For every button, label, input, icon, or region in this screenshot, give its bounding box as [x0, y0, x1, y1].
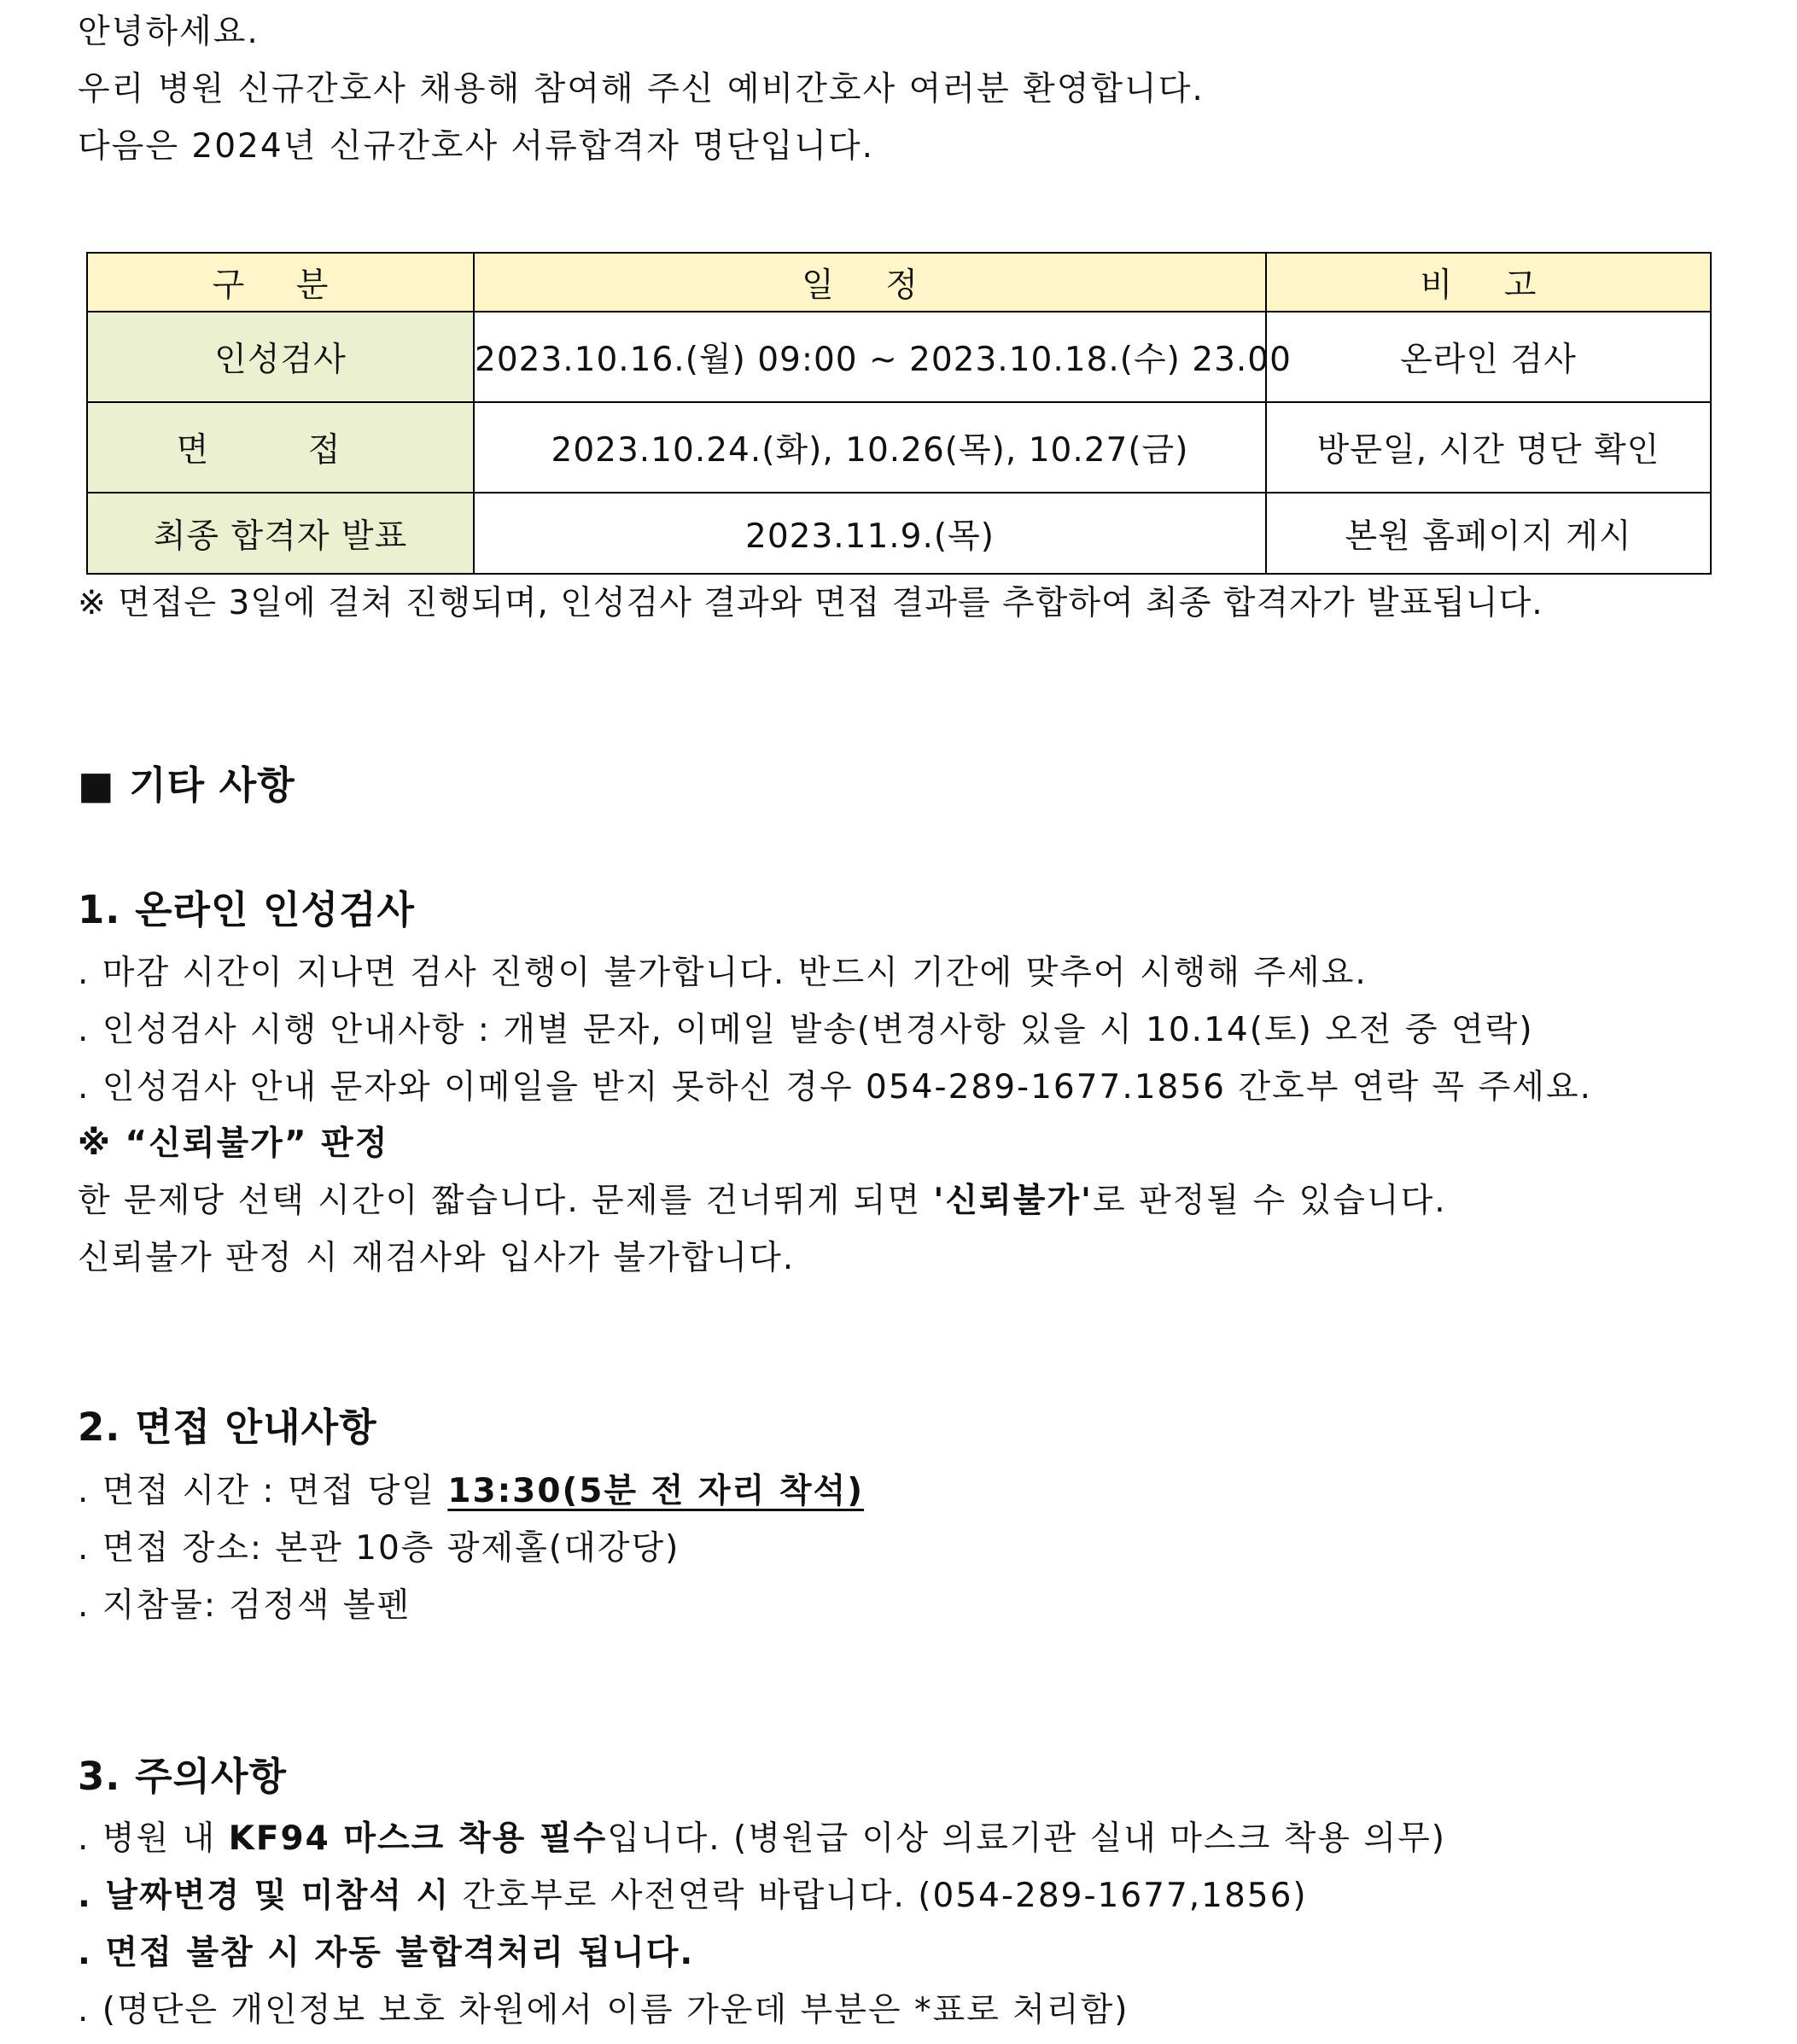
section1-line3: . 인성검사 안내 문자와 이메일을 받지 못하신 경우 054-289-1677.1856 간호부 연락 꼭 주세요.: [78, 1068, 1593, 1107]
row-note: 온라인 검사: [1266, 312, 1711, 402]
schedule-table: [86, 252, 1712, 575]
header-note: 비 고: [1266, 253, 1711, 312]
greeting-text: 안녕하세요.: [78, 13, 260, 51]
interview-time: 13:30(5분 전 자리 착석): [447, 1472, 865, 1510]
row-note: 방문일, 시간 명단 확인: [1266, 402, 1711, 493]
section3-title: 3. 주의사항: [78, 1754, 287, 1799]
table-row: [87, 312, 1711, 402]
section2-line1: . 면접 시간 : 면접 당일 13:30(5분 전 자리 착석): [78, 1472, 865, 1510]
table-footnote: ※ 면접은 3일에 걸쳐 진행되며, 인성검사 결과와 면접 결과를 추합하여 최종 합격자가 발표됩니다.: [78, 584, 1543, 622]
welcome-text: 우리 병원 신규간호사 채용해 참여해 주신 예비간호사 여러분 환영합니다.: [78, 70, 1205, 108]
row-note: 본원 홈페이지 게시: [1266, 493, 1711, 574]
header-category: 구 분: [87, 253, 474, 312]
section1-line2: . 인성검사 시행 안내사항 : 개별 문자, 이메일 발송(변경사항 있을 시 10.14(토) 오전 중 연락): [78, 1011, 1534, 1049]
section1-title: 1. 온라인 인성검사: [78, 887, 416, 932]
section2-title: 2. 면접 안내사항: [78, 1405, 377, 1450]
row-schedule: 2023.10.16.(월) 09:00 ~ 2023.10.18.(수) 23.00: [474, 312, 1266, 402]
table-row: [87, 493, 1711, 574]
header-schedule: 일 정: [474, 253, 1266, 312]
list-intro-text: 다음은 2024년 신규간호사 서류합격자 명단입니다.: [78, 127, 875, 166]
misc-section-title: ■ 기타 사항: [78, 762, 295, 808]
section2-line2: . 면접 장소: 본관 10층 광제홀(대강당): [78, 1529, 680, 1568]
row-schedule: 2023.10.24.(화), 10.26(목), 10.27(금): [474, 402, 1266, 493]
reliability-note-line1: 한 문제당 선택 시간이 짧습니다. 문제를 건너뛰게 되면 '신뢰불가'로 판정될 수 있습니다.: [78, 1182, 1447, 1220]
reliability-note-title: ※ “신뢰불가” 판정: [78, 1124, 389, 1163]
table-row: [87, 402, 1711, 493]
row-category: 인성검사: [87, 312, 474, 402]
section3-line1: . 병원 내 KF94 마스크 착용 필수입니다. (병원급 이상 의료기관 실내 마스크 착용 의무): [78, 1819, 1446, 1858]
schedule-header-row: [87, 253, 1711, 312]
section1-line1: . 마감 시간이 지나면 검사 진행이 불가합니다. 반드시 기간에 맞추어 시행해 주세요.: [78, 954, 1368, 992]
reliability-note-line2: 신뢰불가 판정 시 재검사와 입사가 불가합니다.: [78, 1239, 796, 1277]
section3-line2: . 날짜변경 및 미참석 시 간호부로 사전연락 바랍니다. (054-289-1677,1856): [78, 1877, 1308, 1915]
row-category: 최종 합격자 발표: [87, 493, 474, 574]
section2-line3: . 지참물: 검정색 볼펜: [78, 1586, 411, 1625]
row-schedule: 2023.11.9.(목): [474, 493, 1266, 574]
row-category: 면 접: [87, 402, 474, 493]
section3-line4: . (명단은 개인정보 보호 차원에서 이름 가운데 부분은 *표로 처리함): [78, 1991, 1129, 2029]
section3-line3: . 면접 불참 시 자동 불합격처리 됩니다.: [78, 1934, 695, 1972]
